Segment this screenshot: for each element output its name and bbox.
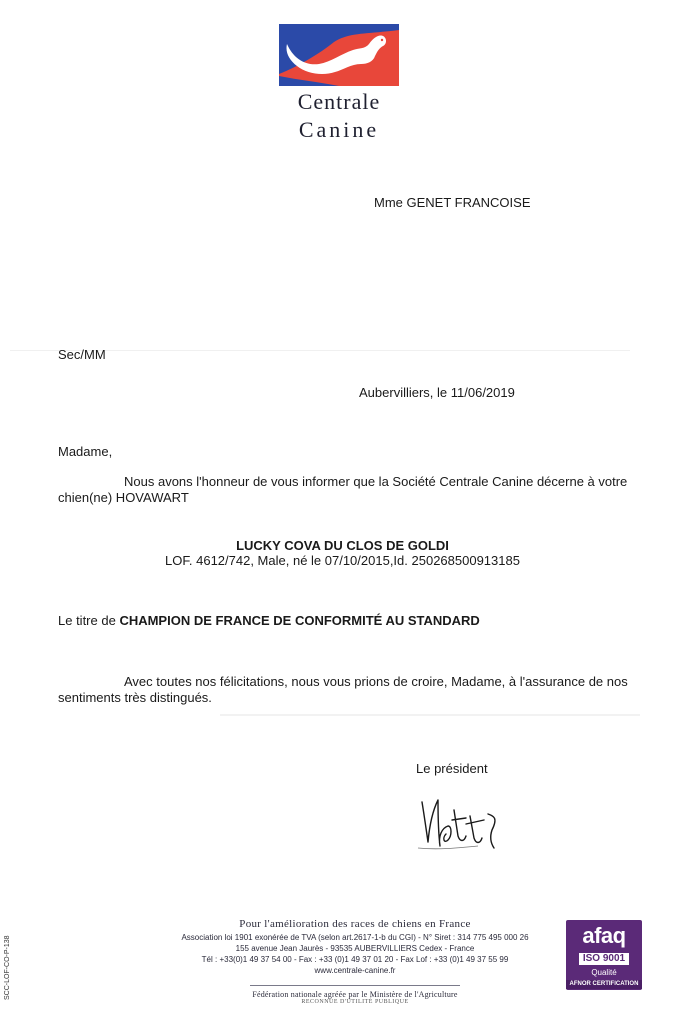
title-prefix: Le titre de (58, 613, 120, 628)
logo-wordmark (270, 88, 408, 144)
footer-website[interactable]: www.centrale-canine.fr (314, 966, 396, 975)
reference-code: Sec/MM (58, 347, 106, 362)
document-code: SCC-LOF-CO-P-138 (4, 935, 11, 1000)
afaq-brand: afaq (582, 923, 626, 948)
scan-artifact (220, 714, 640, 716)
paragraph-announcement (58, 474, 650, 506)
recipient-name: Mme GENET FRANCOISE (374, 195, 531, 210)
footer-phone: Tél : +33(0)1 49 37 54 00 - Fax : +33 (0)1 49 37 01 20 - Fax Lof : +33 (0)1 49 37 55 99 (201, 955, 509, 964)
centrale-canine-logo (279, 24, 399, 86)
afaq-iso-badge (566, 920, 642, 990)
dog-name: LUCKY COVA DU CLOS DE GOLDI (236, 538, 449, 553)
quality-label: Qualité (591, 968, 617, 977)
championship-title: CHAMPION DE FRANCE DE CONFORMITÉ AU STANDARD (119, 613, 480, 628)
logo-wordmark-line1: Centrale (297, 89, 381, 114)
paragraph-announcement-text: Nous avons l'honneur de vous informer que la Société Centrale Canine décerne à votre chien(ne) HOVAWART (58, 474, 628, 505)
footer-divider (250, 985, 460, 986)
footer-federation: Fédération nationale agréée par le Ministère de l'Agriculture (252, 990, 458, 999)
dog-details: LOF. 4612/742, Male, né le 07/10/2015,Id. 250268500913185 (165, 553, 520, 568)
footer-address: 155 avenue Jean Jaurès - 93535 AUBERVILLIERS Cedex - France (235, 944, 475, 953)
iso-label: ISO 9001 (579, 953, 629, 965)
date-line: Aubervilliers, le 11/06/2019 (359, 385, 515, 400)
paragraph-closing (58, 674, 650, 706)
footer (150, 918, 560, 1005)
president-signature (408, 790, 518, 860)
signer-title: Le président (416, 761, 488, 776)
footer-heading: Pour l'amélioration des races de chiens en France (239, 918, 471, 930)
logo-wordmark-line2: Canine (298, 117, 380, 142)
footer-association: Association loi 1901 exonérée de TVA (selon art.2617-1-b du CGI) - N° Siret : 314 775 495 000 26 (181, 933, 529, 942)
paragraph-closing-text: Avec toutes nos félicitations, nous vous prions de croire, Madame, à l'assurance de nos sentiments très distingués. (58, 674, 628, 705)
afnor-label: AFNOR CERTIFICATION (566, 980, 642, 989)
title-line (58, 613, 480, 628)
footer-recognition: RECONNUE D'UTILITÉ PUBLIQUE (301, 999, 409, 1005)
salutation: Madame, (58, 444, 113, 459)
